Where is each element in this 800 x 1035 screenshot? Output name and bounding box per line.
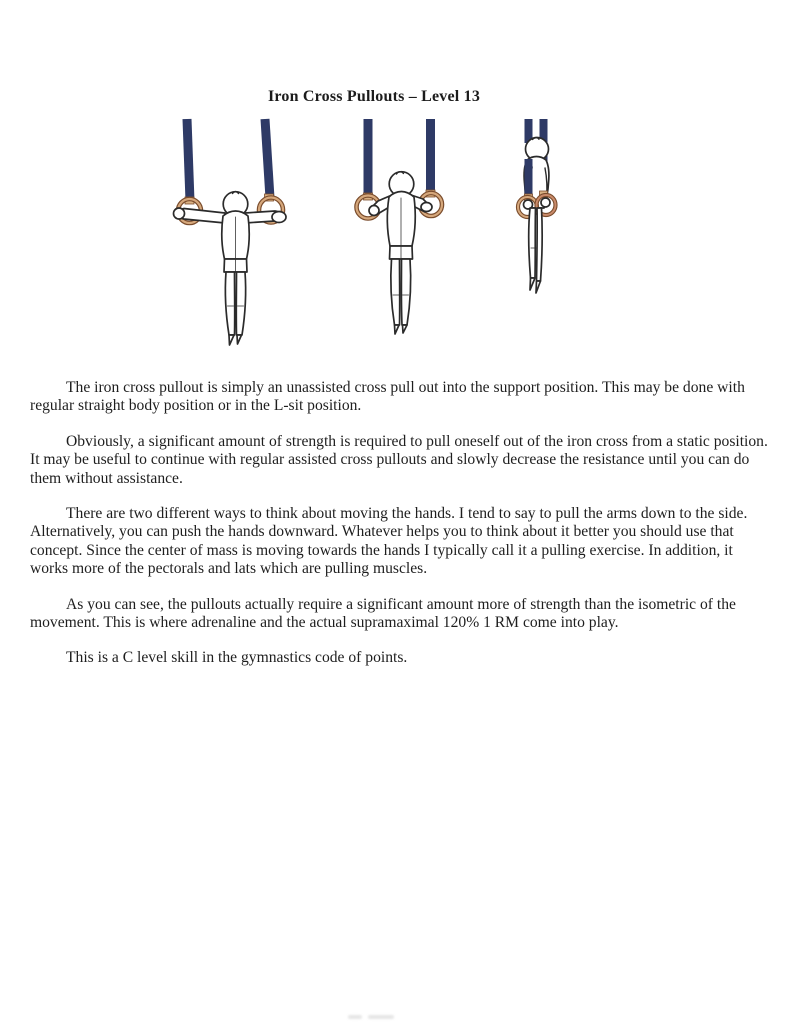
foot [536, 281, 541, 293]
page-title: Iron Cross Pullouts – Level 13 [267, 88, 481, 105]
ring-straps [185, 119, 274, 204]
body-text [30, 379, 772, 685]
page-footer-faint-mark [368, 1015, 394, 1019]
body-paragraph: As you can see, the pullouts actually require a significant amount more of strength than the isometric of the movement. This is where adrenaline and the actual supramaximal 120% 1 RM come into play. [30, 595, 736, 632]
leg [236, 272, 245, 335]
figure-support-position [518, 119, 556, 293]
hand [369, 206, 379, 216]
hand [541, 198, 550, 207]
body-paragraph: The iron cross pullout is simply an unassisted cross pull out into the support position. This may be done with regular straight body position or in the L-sit position. [30, 379, 745, 415]
leg [529, 208, 536, 278]
foot [237, 335, 242, 344]
body-paragraph: Obviously, a significant amount of strength is required to pull oneself out of the iron cross from a static position. It may be useful to continue with regular assisted cross pullouts and slowly decrease the resistance until you can do them without assistance. [30, 432, 768, 487]
leg [537, 208, 543, 281]
body-paragraph: This is a C level skill in the gymnastics code of points. [66, 649, 408, 667]
leg [391, 259, 400, 325]
gymnast-body [174, 192, 287, 345]
foot [395, 325, 400, 334]
hand [421, 203, 432, 212]
gymnast-legs [529, 208, 542, 293]
hand [272, 212, 286, 223]
hand [174, 208, 185, 219]
foot [403, 325, 408, 333]
figure-iron-cross [174, 119, 287, 345]
leg [401, 259, 410, 325]
iron-cross-sequence-illustration [150, 113, 620, 365]
foot [229, 335, 234, 345]
foot [530, 278, 535, 290]
page-footer-faint-mark [348, 1015, 362, 1019]
body-paragraph: There are two different ways to think about moving the hands. I tend to say to pull the arms down to the side. Alternatively, you can push the hands downward. Whatever helps you to think about it better you should use that concept. Since the center of mass is moving towards the hands I typically call it a pulling exercise. In addition, it works more of the pectorals and lats which are pulling muscles. [30, 505, 748, 578]
figure-mid-pullout [357, 119, 443, 334]
leg [225, 272, 234, 335]
